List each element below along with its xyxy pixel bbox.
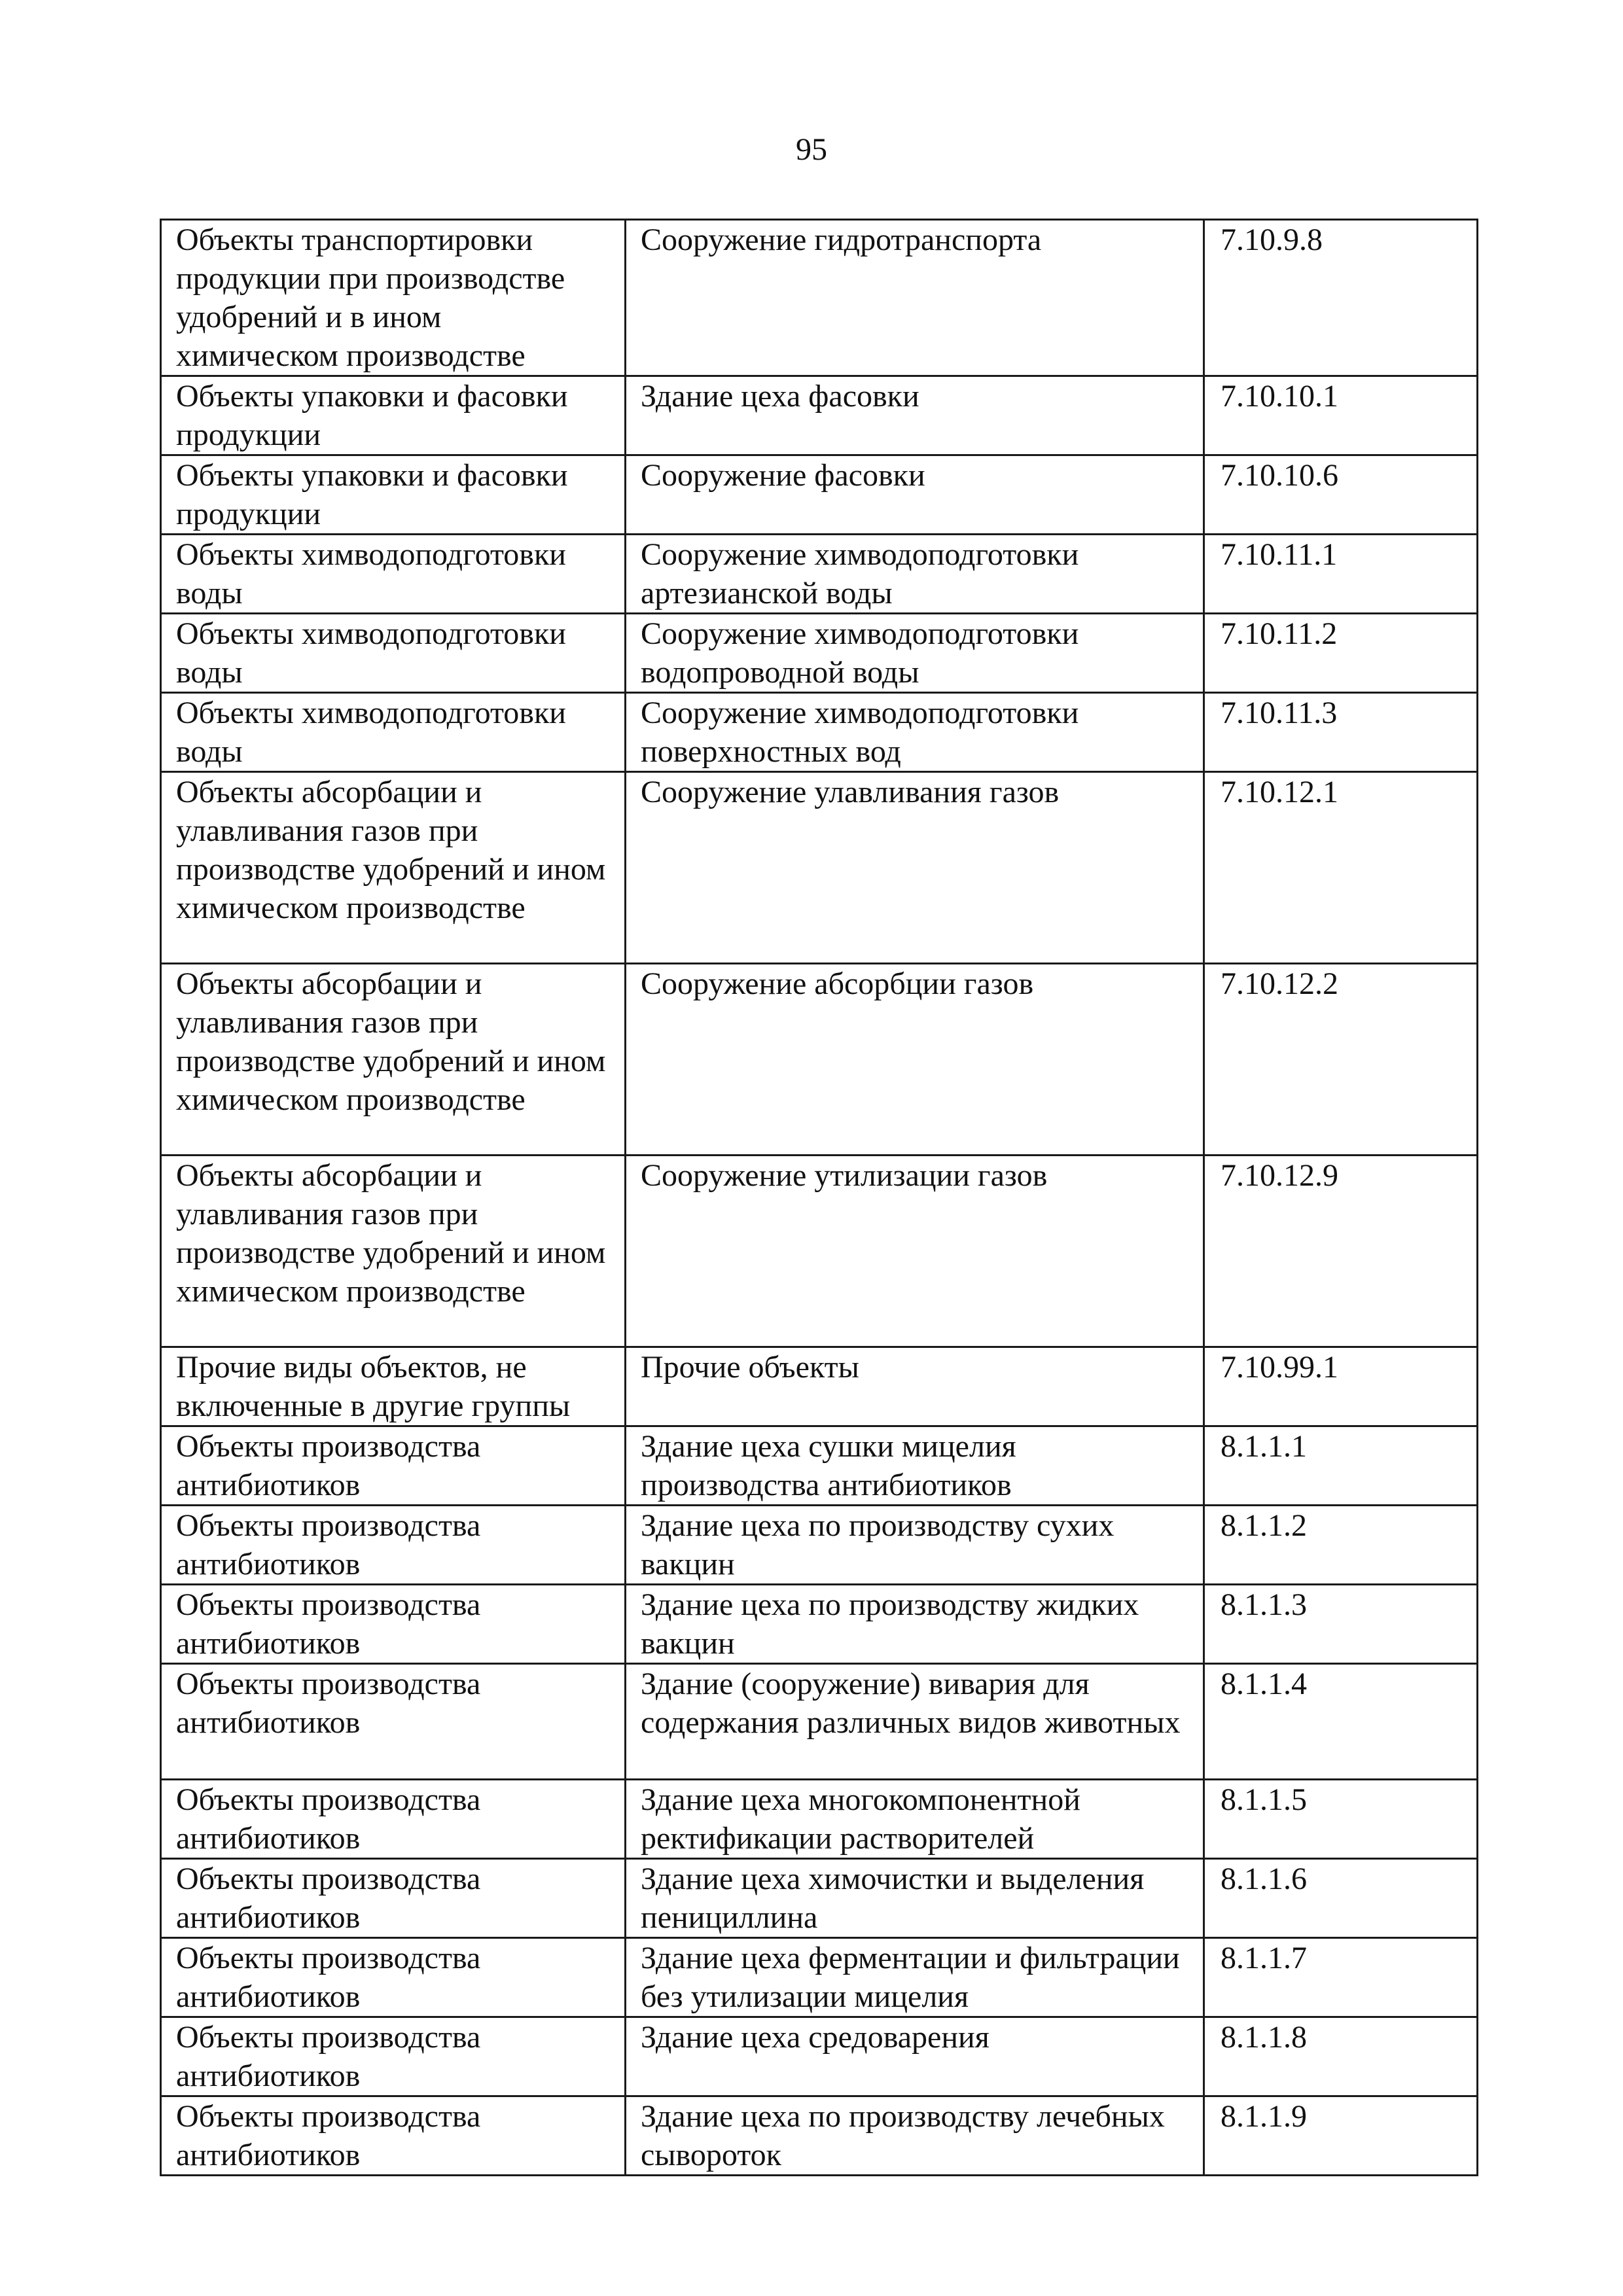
object-name-cell: Здание цеха по производству лечебных сывороток xyxy=(626,2096,1204,2176)
object-group-cell: Объекты производства антибиотиков xyxy=(161,2017,626,2096)
table-row xyxy=(161,376,1478,455)
object-group-cell: Объекты химводоподготовки воды xyxy=(161,535,626,614)
object-code-cell: 8.1.1.7 xyxy=(1204,1938,1478,2017)
object-group-cell: Объекты производства антибиотиков xyxy=(161,1780,626,1859)
object-name-cell: Прочие объекты xyxy=(626,1347,1204,1426)
table-row xyxy=(161,2096,1478,2176)
object-code-cell: 8.1.1.6 xyxy=(1204,1859,1478,1938)
object-code-cell: 8.1.1.2 xyxy=(1204,1506,1478,1585)
object-group-cell: Объекты абсорбации и улавливания газов при производстве удобрений и ином химическом производстве xyxy=(161,772,626,964)
object-code-cell: 7.10.99.1 xyxy=(1204,1347,1478,1426)
table-row xyxy=(161,455,1478,535)
registry-table xyxy=(160,219,1478,2176)
object-name-cell: Сооружение утилизации газов xyxy=(626,1156,1204,1347)
table-row xyxy=(161,1426,1478,1506)
object-code-cell: 8.1.1.5 xyxy=(1204,1780,1478,1859)
page-number: 95 xyxy=(796,132,827,167)
object-code-cell: 8.1.1.3 xyxy=(1204,1585,1478,1664)
object-group-cell: Объекты химводоподготовки воды xyxy=(161,614,626,693)
object-group-cell: Объекты производства антибиотиков xyxy=(161,1938,626,2017)
object-code-cell: 8.1.1.1 xyxy=(1204,1426,1478,1506)
object-code-cell: 7.10.10.1 xyxy=(1204,376,1478,455)
table-row xyxy=(161,2017,1478,2096)
table-row xyxy=(161,1506,1478,1585)
object-group-cell: Объекты производства антибиотиков xyxy=(161,1664,626,1780)
object-code-cell: 7.10.12.9 xyxy=(1204,1156,1478,1347)
object-name-cell: Здание цеха фасовки xyxy=(626,376,1204,455)
object-group-cell: Объекты упаковки и фасовки продукции xyxy=(161,455,626,535)
table-row xyxy=(161,1664,1478,1780)
object-group-cell: Объекты производства антибиотиков xyxy=(161,1506,626,1585)
table-row xyxy=(161,220,1478,376)
object-name-cell: Здание (сооружение) вивария для содержания различных видов животных xyxy=(626,1664,1204,1780)
object-group-cell: Объекты абсорбации и улавливания газов при производстве удобрений и ином химическом производстве xyxy=(161,964,626,1156)
object-code-cell: 7.10.10.6 xyxy=(1204,455,1478,535)
table-row xyxy=(161,535,1478,614)
object-code-cell: 8.1.1.9 xyxy=(1204,2096,1478,2176)
object-name-cell: Сооружение химводоподготовки поверхностных вод xyxy=(626,693,1204,772)
object-code-cell: 7.10.12.1 xyxy=(1204,772,1478,964)
table-row xyxy=(161,614,1478,693)
table-body xyxy=(161,220,1478,2176)
table-row xyxy=(161,1156,1478,1347)
object-group-cell: Объекты производства антибиотиков xyxy=(161,1426,626,1506)
object-group-cell: Объекты упаковки и фасовки продукции xyxy=(161,376,626,455)
object-name-cell: Сооружение абсорбции газов xyxy=(626,964,1204,1156)
object-code-cell: 7.10.12.2 xyxy=(1204,964,1478,1156)
object-name-cell: Здание цеха сушки мицелия производства антибиотиков xyxy=(626,1426,1204,1506)
table-row xyxy=(161,1585,1478,1664)
object-code-cell: 7.10.11.3 xyxy=(1204,693,1478,772)
object-name-cell: Сооружение химводоподготовки артезианской воды xyxy=(626,535,1204,614)
table-row xyxy=(161,1347,1478,1426)
object-code-cell: 8.1.1.8 xyxy=(1204,2017,1478,2096)
table-row xyxy=(161,964,1478,1156)
object-group-cell: Объекты абсорбации и улавливания газов при производстве удобрений и ином химическом производстве xyxy=(161,1156,626,1347)
object-name-cell: Здание цеха химочистки и выделения пенициллина xyxy=(626,1859,1204,1938)
object-group-cell: Объекты химводоподготовки воды xyxy=(161,693,626,772)
object-group-cell: Объекты транспортировки продукции при производстве удобрений и в ином химическом производстве xyxy=(161,220,626,376)
table-row xyxy=(161,1780,1478,1859)
object-name-cell: Сооружение улавливания газов xyxy=(626,772,1204,964)
object-code-cell: 7.10.11.1 xyxy=(1204,535,1478,614)
object-code-cell: 7.10.9.8 xyxy=(1204,220,1478,376)
object-name-cell: Здание цеха средоварения xyxy=(626,2017,1204,2096)
object-group-cell: Объекты производства антибиотиков xyxy=(161,1859,626,1938)
object-name-cell: Здание цеха многокомпонентной ректификации растворителей xyxy=(626,1780,1204,1859)
object-name-cell: Здание цеха по производству жидких вакцин xyxy=(626,1585,1204,1664)
object-name-cell: Сооружение фасовки xyxy=(626,455,1204,535)
table-row xyxy=(161,693,1478,772)
object-group-cell: Объекты производства антибиотиков xyxy=(161,2096,626,2176)
object-name-cell: Сооружение химводоподготовки водопроводной воды xyxy=(626,614,1204,693)
object-name-cell: Сооружение гидротранспорта xyxy=(626,220,1204,376)
object-code-cell: 7.10.11.2 xyxy=(1204,614,1478,693)
object-group-cell: Объекты производства антибиотиков xyxy=(161,1585,626,1664)
table-row xyxy=(161,1859,1478,1938)
object-name-cell: Здание цеха ферментации и фильтрации без утилизации мицелия xyxy=(626,1938,1204,2017)
object-group-cell: Прочие виды объектов, не включенные в другие группы xyxy=(161,1347,626,1426)
object-code-cell: 8.1.1.4 xyxy=(1204,1664,1478,1780)
table-row xyxy=(161,1938,1478,2017)
table-row xyxy=(161,772,1478,964)
object-name-cell: Здание цеха по производству сухих вакцин xyxy=(626,1506,1204,1585)
